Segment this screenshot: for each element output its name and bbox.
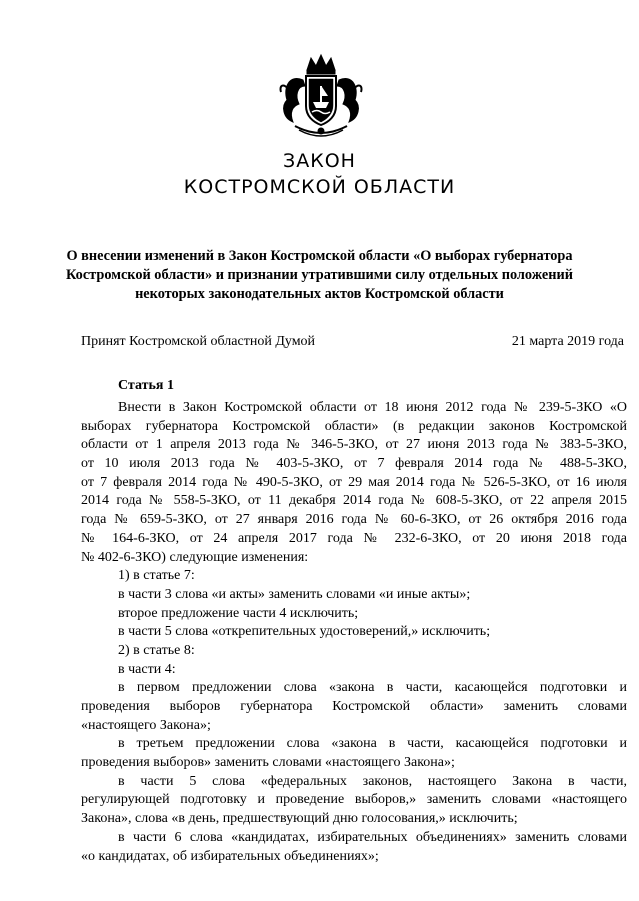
article-line: «настоящего Закона»; <box>81 717 211 733</box>
law-title-line-2: КОСТРОМСКОЙ ОБЛАСТИ <box>183 176 456 198</box>
article-line: года № 659-5-ЗКО, от 27 января 2016 года № 60-6-ЗКО, от 26 октября 2016 года <box>81 512 627 528</box>
article-line: № 402-6-ЗКО) следующие изменения: <box>81 549 309 565</box>
article-line: в первом предложении слова «закона в части, касающейся подготовки и <box>118 680 627 696</box>
article-line: в третьем предложении слова «закона в части, касающейся подготовки и <box>118 736 627 752</box>
article-line: регулирующей подготовку и проведение выборов,» заменить словами «настоящего <box>81 792 627 808</box>
law-subject <box>60 247 579 304</box>
article-line: в части 5 слова «открепительных удостоверений,» исключить; <box>118 624 491 640</box>
article-line: № 164-6-ЗКО, от 24 апреля 2017 года № 232-6-ЗКО, от 20 июня 2018 года <box>81 530 627 546</box>
article-line: «о кандидатах, об избирательных объединениях»; <box>81 848 379 864</box>
article-line: 2) в статье 8: <box>118 642 195 658</box>
kostroma-coat-of-arms-icon <box>273 52 369 142</box>
article-line: Закона», слова «в день, предшествующий дню голосования,» исключить; <box>81 811 518 827</box>
article-heading: Статья 1 <box>118 378 174 393</box>
subject-line: Костромской области» и признании утратившими силу отдельных положений <box>66 267 573 283</box>
article-line: 1) в статье 7: <box>118 568 195 584</box>
article-line: области от 1 апреля 2013 года № 346-5-ЗКО, от 27 июня 2013 года № 383-5-ЗКО, <box>81 437 627 453</box>
article-line: в части 5 слова «федеральных законов, настоящего Закона в части, <box>118 773 627 789</box>
article-line: 2014 года № 558-5-ЗКО, от 11 декабря 2014 года № 608-5-ЗКО, от 22 апреля 2015 <box>81 493 627 509</box>
article-line: Внести в Закон Костромской области от 18 июня 2012 года № 239-5-ЗКО «О <box>118 400 627 415</box>
subject-line: некоторых законодательных актов Костромской области <box>135 286 504 302</box>
article-line: в части 6 слова «кандидатах, избирательных объединениях» заменить словами <box>118 829 627 845</box>
adopted-by: Принят Костромской областной Думой <box>81 334 316 349</box>
adoption-date: 21 марта 2019 года <box>511 334 624 349</box>
article-line: в части 4: <box>118 661 176 677</box>
article-body <box>81 399 627 866</box>
article-line: от 10 июля 2013 года № 403-5-ЗКО, от 7 февраля 2014 года № 488-5-ЗКО, <box>81 456 627 472</box>
subject-line: О внесении изменений в Закон Костромской области «О выборах губернатора <box>66 248 573 264</box>
law-title-line-1: ЗАКОН <box>283 150 356 172</box>
article-line: в части 3 слова «и акты» заменить словами «и иные акты»; <box>118 586 471 602</box>
article-line: проведения выборов губернатора Костромской области» заменить словами <box>81 699 627 714</box>
article-line: проведения выборов» заменить словами «настоящего Закона»; <box>81 755 455 771</box>
article-line: выборах губернатора Костромской области» (в редакции законов Костромской <box>81 418 627 434</box>
article-line: от 7 февраля 2014 года № 490-5-ЗКО, от 29 мая 2014 года № 526-5-ЗКО, от 16 июля <box>81 474 627 490</box>
article-line: второе предложение части 4 исключить; <box>118 605 359 621</box>
